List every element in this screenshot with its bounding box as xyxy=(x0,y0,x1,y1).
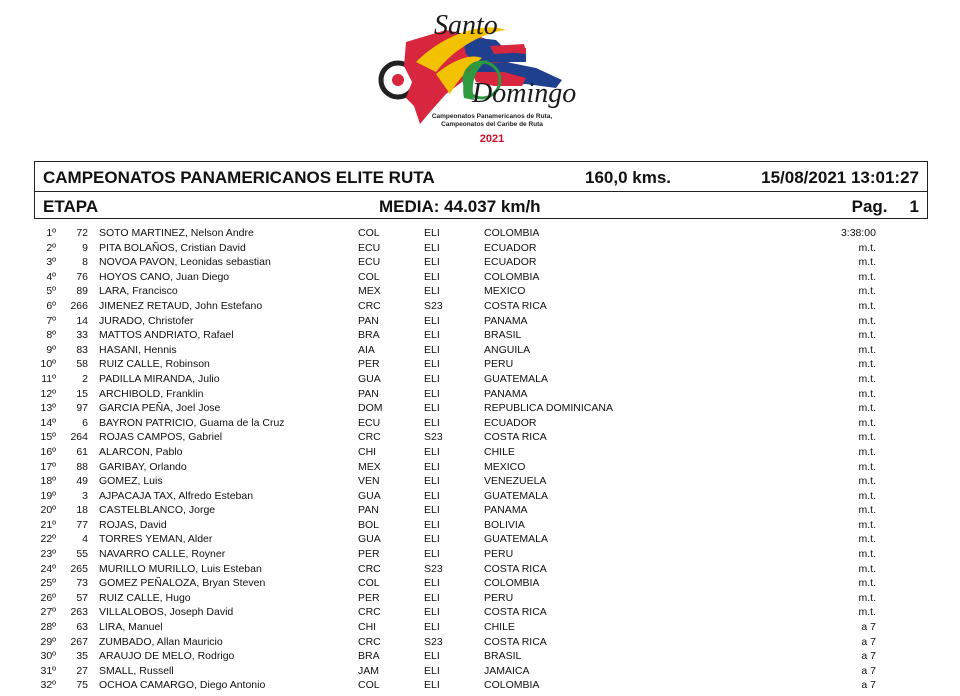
result-country: COSTA RICA xyxy=(484,635,547,648)
result-category: ELI xyxy=(424,241,440,254)
result-row xyxy=(0,576,960,591)
logo-word-santo: Santo xyxy=(434,10,498,41)
result-nationality: PER xyxy=(358,548,380,561)
result-row xyxy=(0,387,960,402)
result-bib: 83 xyxy=(76,343,88,356)
result-rider-name: JIMENEZ RETAUD, John Estefano xyxy=(99,299,263,312)
result-country: PERU xyxy=(484,548,514,561)
page-indicator xyxy=(852,197,919,217)
result-nationality: DOM xyxy=(358,402,383,415)
result-country: COLOMBIA xyxy=(484,227,540,239)
result-nationality: COL xyxy=(358,227,380,239)
result-nationality: CRC xyxy=(358,562,381,575)
result-position: 9º xyxy=(46,343,56,356)
result-nationality: GUA xyxy=(358,489,381,502)
result-country: CHILE xyxy=(484,621,515,634)
result-category: ELI xyxy=(424,402,440,415)
result-nationality: ECU xyxy=(358,256,381,269)
result-nationality: GUA xyxy=(358,533,381,546)
result-row xyxy=(0,605,960,620)
results-header xyxy=(34,161,928,219)
result-bib: 15 xyxy=(76,387,88,400)
result-row xyxy=(0,532,960,547)
result-row xyxy=(0,299,960,314)
result-position: 6º xyxy=(46,299,56,312)
result-rider-name: GARIBAY, Orlando xyxy=(99,460,187,473)
result-nationality: PER xyxy=(358,358,380,371)
result-category: ELI xyxy=(424,358,440,371)
result-row xyxy=(0,372,960,387)
result-rider-name: LIRA, Manuel xyxy=(99,621,163,634)
result-nationality: PAN xyxy=(358,314,379,327)
result-position: 18º xyxy=(40,475,56,488)
result-time: m.t. xyxy=(858,402,876,415)
result-time: m.t. xyxy=(858,372,876,385)
result-category: ELI xyxy=(424,591,440,604)
result-category: ELI xyxy=(424,577,440,590)
result-row xyxy=(0,226,960,241)
result-category: ELI xyxy=(424,372,440,385)
result-time: m.t. xyxy=(858,489,876,502)
result-row xyxy=(0,591,960,606)
result-nationality: JAM xyxy=(358,664,379,677)
result-rider-name: PITA BOLAÑOS, Cristian David xyxy=(99,241,246,254)
result-position: 11º xyxy=(41,372,56,385)
result-row xyxy=(0,328,960,343)
result-position: 26º xyxy=(40,591,56,604)
result-nationality: CHI xyxy=(358,621,377,634)
result-country: COSTA RICA xyxy=(484,562,547,575)
result-bib: 97 xyxy=(76,402,88,415)
result-position: 20º xyxy=(40,504,56,517)
result-row xyxy=(0,401,960,416)
result-row xyxy=(0,547,960,562)
result-category: ELI xyxy=(424,227,440,239)
result-nationality: COL xyxy=(358,577,380,590)
result-category: ELI xyxy=(424,416,440,429)
result-bib: 49 xyxy=(76,475,88,488)
result-bib: 63 xyxy=(76,621,88,634)
result-position: 5º xyxy=(46,285,56,298)
result-rider-name: HOYOS CANO, Juan Diego xyxy=(99,270,230,283)
result-bib: 263 xyxy=(70,606,88,619)
result-nationality: CRC xyxy=(358,606,381,619)
result-nationality: BRA xyxy=(358,650,380,663)
result-position: 17º xyxy=(40,460,56,473)
logo-subtitle-1: Campeonatos Panamericanos de Ruta, xyxy=(431,113,553,120)
result-country: GUATEMALA xyxy=(484,533,548,546)
result-time: m.t. xyxy=(858,475,876,488)
logo-year: 2021 xyxy=(479,133,505,145)
result-country: COSTA RICA xyxy=(484,431,547,444)
result-time: m.t. xyxy=(858,460,876,473)
result-position: 14º xyxy=(40,416,56,429)
result-category: ELI xyxy=(424,489,440,502)
result-nationality: COL xyxy=(358,270,380,283)
result-rider-name: NOVOA PAVON, Leonidas sebastian xyxy=(99,256,271,269)
result-category: ELI xyxy=(424,621,440,634)
result-time: m.t. xyxy=(858,548,876,561)
result-row xyxy=(0,445,960,460)
result-rider-name: GOMEZ, Luis xyxy=(99,475,163,488)
result-position: 1º xyxy=(46,227,56,239)
result-category: ELI xyxy=(424,606,440,619)
result-row xyxy=(0,430,960,445)
result-bib: 75 xyxy=(76,679,88,692)
result-rider-name: TORRES YEMAN, Alder xyxy=(99,533,213,546)
result-category: S23 xyxy=(424,299,443,312)
result-position: 19º xyxy=(40,489,56,502)
result-category: ELI xyxy=(424,548,440,561)
result-position: 7º xyxy=(46,314,56,327)
result-bib: 72 xyxy=(76,227,88,239)
result-position: 15º xyxy=(40,431,56,444)
result-nationality: MEX xyxy=(358,285,381,298)
result-bib: 55 xyxy=(76,548,88,561)
race-title: CAMPEONATOS PANAMERICANOS ELITE RUTA xyxy=(43,168,435,187)
result-category: ELI xyxy=(424,679,440,692)
result-rider-name: RUIZ CALLE, Robinson xyxy=(99,358,210,371)
race-datetime: 15/08/2021 13:01:27 xyxy=(761,168,919,187)
result-position: 23º xyxy=(40,548,56,561)
result-nationality: ECU xyxy=(358,416,381,429)
header-divider xyxy=(35,191,927,192)
result-nationality: CRC xyxy=(358,299,381,312)
result-category: ELI xyxy=(424,518,440,531)
result-category: ELI xyxy=(424,314,440,327)
result-bib: 58 xyxy=(76,358,88,371)
result-row xyxy=(0,284,960,299)
result-bib: 2 xyxy=(82,372,88,385)
result-country: COLOMBIA xyxy=(484,577,540,590)
result-country: ECUADOR xyxy=(484,416,537,429)
result-nationality: PER xyxy=(358,591,380,604)
result-row xyxy=(0,503,960,518)
result-bib: 266 xyxy=(70,299,88,312)
result-category: ELI xyxy=(424,650,440,663)
result-country: GUATEMALA xyxy=(484,372,548,385)
result-row xyxy=(0,678,960,693)
result-time: a 7 xyxy=(861,650,876,663)
result-bib: 8 xyxy=(82,256,88,269)
result-nationality: COL xyxy=(358,679,380,692)
result-nationality: BRA xyxy=(358,329,380,342)
results-list xyxy=(0,226,960,693)
result-position: 12º xyxy=(40,387,56,400)
result-rider-name: ZUMBADO, Allan Mauricio xyxy=(99,635,223,648)
result-position: 29º xyxy=(40,635,56,648)
result-bib: 35 xyxy=(76,650,88,663)
result-rider-name: RUIZ CALLE, Hugo xyxy=(99,591,191,604)
result-bib: 76 xyxy=(76,270,88,283)
result-rider-name: ROJAS CAMPOS, Gabriel xyxy=(99,431,223,444)
result-bib: 27 xyxy=(76,664,88,677)
result-rider-name: LARA, Francisco xyxy=(99,285,178,298)
result-time: m.t. xyxy=(858,445,876,458)
result-category: S23 xyxy=(424,635,443,648)
event-logo xyxy=(376,2,576,150)
result-nationality: MEX xyxy=(358,460,381,473)
result-country: COSTA RICA xyxy=(484,299,547,312)
result-bib: 4 xyxy=(82,533,88,546)
result-category: ELI xyxy=(424,256,440,269)
result-bib: 267 xyxy=(70,635,88,648)
result-country: PANAMA xyxy=(484,387,528,400)
result-nationality: PAN xyxy=(358,387,379,400)
result-bib: 264 xyxy=(70,431,88,444)
result-nationality: VEN xyxy=(358,475,380,488)
result-row xyxy=(0,460,960,475)
result-country: JAMAICA xyxy=(484,664,530,677)
result-category: ELI xyxy=(424,504,440,517)
result-time: m.t. xyxy=(858,314,876,327)
result-rider-name: NAVARRO CALLE, Royner xyxy=(99,548,226,561)
result-row xyxy=(0,562,960,577)
result-row xyxy=(0,489,960,504)
result-category: ELI xyxy=(424,329,440,342)
result-position: 22º xyxy=(40,533,56,546)
result-bib: 77 xyxy=(76,518,88,531)
average-speed: MEDIA: 44.037 km/h xyxy=(379,197,541,216)
result-time: a 7 xyxy=(861,635,876,648)
result-time: a 7 xyxy=(861,664,876,677)
result-bib: 265 xyxy=(70,562,88,575)
result-category: S23 xyxy=(424,562,443,575)
result-bib: 61 xyxy=(76,445,88,458)
result-rider-name: VILLALOBOS, Joseph David xyxy=(99,606,234,619)
result-country: BRASIL xyxy=(484,650,522,663)
result-row xyxy=(0,416,960,431)
result-category: ELI xyxy=(424,460,440,473)
result-row xyxy=(0,314,960,329)
logo-subtitle-2: Campeonatos del Caribe de Ruta xyxy=(441,121,543,128)
result-position: 8º xyxy=(46,329,56,342)
result-position: 27º xyxy=(40,606,56,619)
result-rider-name: GARCIA PEÑA, Joel Jose xyxy=(99,402,221,415)
result-nationality: BOL xyxy=(358,518,380,531)
result-time: m.t. xyxy=(858,387,876,400)
result-row xyxy=(0,664,960,679)
result-nationality: AIA xyxy=(358,343,375,356)
result-bib: 57 xyxy=(76,591,88,604)
result-category: ELI xyxy=(424,533,440,546)
result-rider-name: MURILLO MURILLO, Luis Esteban xyxy=(99,562,262,575)
result-position: 16º xyxy=(40,445,56,458)
result-country: REPUBLICA DOMINICANA xyxy=(484,402,613,415)
result-position: 30º xyxy=(40,650,56,663)
result-nationality: CRC xyxy=(358,635,381,648)
result-position: 24º xyxy=(40,562,56,575)
result-rider-name: SOTO MARTINEZ, Nelson Andre xyxy=(99,227,254,239)
result-row xyxy=(0,270,960,285)
result-time: a 7 xyxy=(861,621,876,634)
result-category: ELI xyxy=(424,343,440,356)
result-row xyxy=(0,518,960,533)
result-country: PERU xyxy=(484,358,514,371)
result-rider-name: BAYRON PATRICIO, Guama de la Cruz xyxy=(99,416,285,429)
result-row xyxy=(0,241,960,256)
result-country: ECUADOR xyxy=(484,241,537,254)
result-nationality: CHI xyxy=(358,445,377,458)
result-rider-name: JURADO, Christofer xyxy=(99,314,194,327)
result-rider-name: CASTELBLANCO, Jorge xyxy=(99,504,216,517)
result-rider-name: ALARCON, Pablo xyxy=(99,445,183,458)
result-country: COLOMBIA xyxy=(484,270,540,283)
result-category: ELI xyxy=(424,475,440,488)
result-row xyxy=(0,620,960,635)
result-country: PERU xyxy=(484,591,514,604)
result-time: m.t. xyxy=(858,329,876,342)
result-rider-name: AJPACAJA TAX, Alfredo Esteban xyxy=(99,489,254,502)
result-time: m.t. xyxy=(858,591,876,604)
page-number: 1 xyxy=(909,197,919,216)
result-nationality: CRC xyxy=(358,431,381,444)
result-country: ECUADOR xyxy=(484,256,537,269)
result-row xyxy=(0,635,960,650)
result-category: S23 xyxy=(424,431,443,444)
result-country: ANGUILA xyxy=(484,343,531,356)
result-time: m.t. xyxy=(858,358,876,371)
result-rider-name: ARCHIBOLD, Franklin xyxy=(99,387,204,400)
result-time: m.t. xyxy=(858,504,876,517)
result-rider-name: OCHOA CAMARGO, Diego Antonio xyxy=(99,679,266,692)
result-rider-name: SMALL, Russell xyxy=(99,664,174,677)
result-country: BOLIVIA xyxy=(484,518,525,531)
result-nationality: ECU xyxy=(358,241,381,254)
result-time: m.t. xyxy=(858,416,876,429)
result-position: 3º xyxy=(46,256,56,269)
result-row xyxy=(0,474,960,489)
result-row xyxy=(0,649,960,664)
result-position: 21º xyxy=(40,518,56,531)
result-country: VENEZUELA xyxy=(484,475,547,488)
stage-label: ETAPA xyxy=(43,197,99,216)
result-time: m.t. xyxy=(858,270,876,283)
result-time: a 7 xyxy=(861,679,876,692)
result-country: GUATEMALA xyxy=(484,489,548,502)
result-rider-name: ARAUJO DE MELO, Rodrigo xyxy=(99,650,235,663)
result-position: 28º xyxy=(40,621,56,634)
result-category: ELI xyxy=(424,664,440,677)
result-bib: 6 xyxy=(82,416,88,429)
result-country: PANAMA xyxy=(484,504,528,517)
result-rider-name: GOMEZ PEÑALOZA, Bryan Steven xyxy=(99,577,266,590)
result-country: CHILE xyxy=(484,445,515,458)
result-country: PANAMA xyxy=(484,314,528,327)
result-rider-name: MATTOS ANDRIATO, Rafael xyxy=(99,329,234,342)
result-category: ELI xyxy=(424,270,440,283)
result-row xyxy=(0,255,960,270)
result-time: 3:38:00 xyxy=(840,227,876,239)
result-nationality: GUA xyxy=(358,372,381,385)
result-rider-name: ROJAS, David xyxy=(99,518,167,531)
result-bib: 89 xyxy=(76,285,88,298)
result-bib: 18 xyxy=(76,504,88,517)
result-country: COSTA RICA xyxy=(484,606,547,619)
result-bib: 3 xyxy=(82,489,88,502)
race-distance: 160,0 kms. xyxy=(585,168,672,187)
result-position: 10º xyxy=(40,358,56,371)
result-time: m.t. xyxy=(858,562,876,575)
result-position: 32º xyxy=(40,679,56,692)
result-category: ELI xyxy=(424,285,440,298)
logo-word-domingo: Domingo xyxy=(472,78,577,109)
result-time: m.t. xyxy=(858,299,876,312)
result-time: m.t. xyxy=(858,343,876,356)
result-bib: 88 xyxy=(76,460,88,473)
result-time: m.t. xyxy=(858,256,876,269)
result-country: MEXICO xyxy=(484,460,526,473)
result-category: ELI xyxy=(424,387,440,400)
result-time: m.t. xyxy=(858,606,876,619)
result-time: m.t. xyxy=(858,431,876,444)
page-label: Pag. xyxy=(851,197,888,216)
result-rider-name: HASANI, Hennis xyxy=(99,343,177,356)
result-position: 4º xyxy=(46,270,56,283)
result-bib: 14 xyxy=(76,314,88,327)
result-bib: 9 xyxy=(82,241,88,254)
result-country: COLOMBIA xyxy=(484,679,540,692)
result-country: BRASIL xyxy=(484,329,522,342)
result-row xyxy=(0,343,960,358)
result-time: m.t. xyxy=(858,577,876,590)
result-bib: 73 xyxy=(76,577,88,590)
result-position: 2º xyxy=(46,241,56,254)
result-nationality: PAN xyxy=(358,504,379,517)
result-time: m.t. xyxy=(858,533,876,546)
result-bib: 33 xyxy=(76,329,88,342)
result-time: m.t. xyxy=(858,285,876,298)
result-position: 25º xyxy=(40,577,56,590)
result-country: MEXICO xyxy=(484,285,526,298)
result-rider-name: PADILLA MIRANDA, Julio xyxy=(99,372,220,385)
result-time: m.t. xyxy=(858,241,876,254)
result-position: 13º xyxy=(40,402,56,415)
result-row xyxy=(0,357,960,372)
result-time: m.t. xyxy=(858,518,876,531)
result-position: 31º xyxy=(40,664,56,677)
result-category: ELI xyxy=(424,445,440,458)
